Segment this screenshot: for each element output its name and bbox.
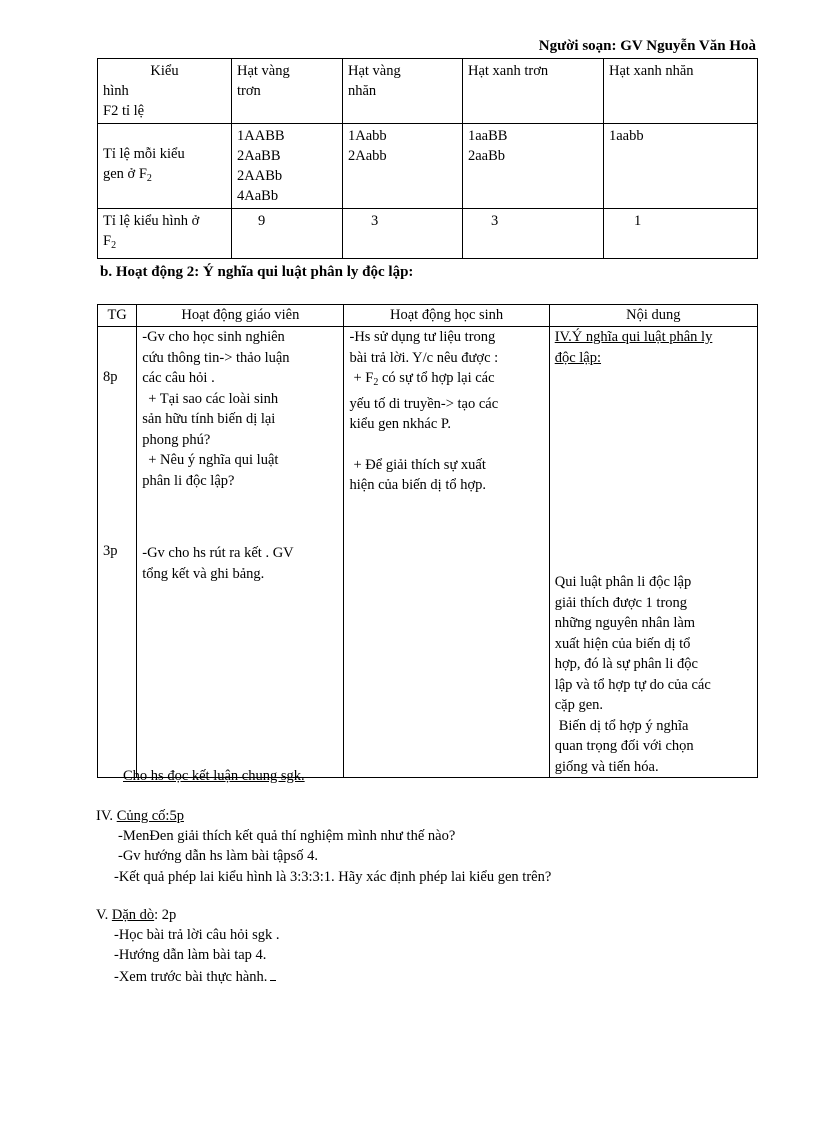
activity-table <box>97 304 758 778</box>
table-header-cell <box>98 59 232 124</box>
content-text: cặp gen. <box>554 697 604 713</box>
list-item <box>114 968 276 986</box>
content-text: xuất hiện của biến dị tổ <box>554 635 691 652</box>
content-title: IV.Ý nghĩa qui luật phân ly <box>554 329 713 345</box>
section-title: Củng cố:5p <box>116 808 184 824</box>
table-header-cell <box>463 59 604 124</box>
teacher-text: + Nêu ý nghĩa qui luật <box>148 452 279 468</box>
content-text: lập và tổ hợp tự do của các <box>554 676 711 693</box>
teacher-text: -Gv cho học sinh nghiên <box>142 329 285 345</box>
phenotype-value: 9 <box>258 213 266 229</box>
list-item-text: -Xem trước bài thực hành. <box>114 969 268 985</box>
column-header-content: Nội dung <box>549 305 757 327</box>
table-row <box>98 305 758 327</box>
list-item: -Học bài trả lời câu hỏi sgk . <box>114 927 280 943</box>
genotype-cell <box>232 124 343 209</box>
genotype-value: 2AABb <box>237 168 283 184</box>
column-header-student: Hoạt động học sinh <box>344 305 549 327</box>
column-header-teacher: Hoạt động giáo viên <box>137 305 344 327</box>
header-text: trơn <box>237 83 261 99</box>
subscript: 2 <box>111 240 117 251</box>
student-text: hiện của biến dị tổ hợp. <box>349 477 487 493</box>
teacher-text: tổng kết và ghi bảng. <box>142 565 265 582</box>
teacher-text: phong phú? <box>142 431 211 448</box>
header-text: Hạt vàng <box>348 63 401 79</box>
list-item: -Gv hướng dẫn hs làm bài tậpsố 4. <box>118 848 318 864</box>
teacher-activity-cell <box>137 327 344 778</box>
header-text: Hạt vàng <box>237 63 290 79</box>
genotype-label-cell <box>98 124 232 209</box>
row-label: F <box>103 233 112 249</box>
table-header-cell <box>232 59 343 124</box>
header-text: Hạt xanh nhăn <box>609 63 694 79</box>
section-number: IV. <box>96 808 117 824</box>
section-suffix: : 2p <box>154 907 177 923</box>
genotype-value: 4AaBb <box>237 188 279 204</box>
student-text: có sự tổ hợp lại các <box>378 370 495 386</box>
genotype-value: 1Aabb <box>348 128 387 144</box>
phenotype-value: 3 <box>491 213 499 229</box>
content-text: Qui luật phân li độc lập <box>554 574 692 590</box>
time-value: 8p <box>103 369 118 385</box>
table-header-cell <box>604 59 758 124</box>
table-row <box>98 59 758 124</box>
section-iv <box>96 808 776 888</box>
teacher-text: -Gv cho hs rút ra kết . GV <box>142 545 294 561</box>
student-text: bài trả lời. Y/c nêu được : <box>349 349 499 366</box>
list-item: -MenĐen giải thích kết quả thí nghiệm mình như thế nào? <box>118 828 456 844</box>
subscript: 2 <box>373 377 379 388</box>
content-cell <box>549 327 757 778</box>
genotype-value: 2AaBB <box>237 148 281 164</box>
genotype-value: 1aaBB <box>468 128 508 144</box>
table-row <box>98 209 758 259</box>
list-item: -Kết quả phép lai kiểu hình là 3:3:3:1. Hãy xác định phép lai kiểu gen trên? <box>114 869 552 885</box>
phenotype-value: 3 <box>371 213 379 229</box>
content-text: Biến dị tổ hợp ý nghĩa <box>558 717 689 734</box>
section-v <box>96 907 776 987</box>
phenotype-value-cell <box>232 209 343 259</box>
section-v-heading <box>96 907 176 924</box>
phenotype-value-cell <box>343 209 463 259</box>
section-iv-heading <box>96 808 184 825</box>
phenotype-value-cell <box>463 209 604 259</box>
student-text: kiểu gen nkhác P. <box>349 416 451 432</box>
list-item: -Hướng dẫn làm bài tap 4. <box>114 947 267 963</box>
author-header: Người soạn: GV Nguyễn Văn Hoà <box>538 38 756 54</box>
teacher-text: các câu hỏi . <box>142 370 215 386</box>
column-header-tg: TG <box>98 305 137 327</box>
phenotype-value: 1 <box>634 213 642 229</box>
header-text: Kiểu <box>150 63 179 79</box>
genotype-value: 1AABB <box>237 128 285 144</box>
row-label: Tỉ lệ mỗi kiểu <box>103 145 185 162</box>
header-text: Hạt xanh trơn <box>468 63 549 79</box>
student-text: -Hs sử dụng tư liệu trong <box>349 329 496 345</box>
content-text: giải thích được 1 trong <box>554 594 688 611</box>
content-text: những nguyên nhân làm <box>554 615 696 631</box>
row-label: gen ở F <box>103 165 147 182</box>
content-text: giống và tiến hóa. <box>554 758 659 775</box>
phenotype-value-cell <box>604 209 758 259</box>
content-text: hợp, đó là sự phân li độc <box>554 656 698 672</box>
time-value: 3p <box>103 542 118 559</box>
section-number: V. <box>96 907 112 923</box>
teacher-text: + Tại sao các loài sinh <box>148 390 279 407</box>
student-text: + F <box>353 370 374 386</box>
genotype-cell <box>343 124 463 209</box>
genotype-value: 1aabb <box>609 128 644 144</box>
teacher-text: phân li độc lập? <box>142 472 235 489</box>
trailing-underline-mark <box>270 968 276 981</box>
row-label: Tỉ lệ kiểu hình ở <box>103 213 200 229</box>
genotype-cell <box>463 124 604 209</box>
table-header-cell <box>343 59 463 124</box>
content-title: độc lập: <box>554 349 602 366</box>
table-row <box>98 327 758 778</box>
subscript: 2 <box>146 172 152 184</box>
student-text: + Để giải thích sự xuất <box>353 456 486 473</box>
student-activity-cell <box>344 327 549 778</box>
phenotype-label-cell <box>98 209 232 259</box>
teacher-text: sản hữu tính biến dị lại <box>142 411 276 427</box>
header-text: nhăn <box>348 83 377 99</box>
table-row <box>98 124 758 209</box>
time-cell <box>98 327 137 778</box>
header-text: F2 tỉ lệ <box>103 103 145 119</box>
genotype-value: 2aaBb <box>468 148 506 164</box>
header-text: hình <box>103 83 129 99</box>
f2-ratio-table <box>97 58 758 259</box>
genotype-value: 2Aabb <box>348 148 387 164</box>
section-title: Dặn dò <box>111 907 155 923</box>
content-text: quan trọng đối với chọn <box>554 738 694 754</box>
section-b-heading: b. Hoạt động 2: Ý nghĩa qui luật phân ly độc lập: <box>100 264 414 280</box>
teacher-text: cứu thông tin-> thảo luận <box>142 349 290 366</box>
student-text: yếu tố di truyền-> tạo các <box>349 395 499 412</box>
conclusion-note: Cho hs đọc kết luận chung sgk. <box>123 768 305 784</box>
genotype-cell <box>604 124 758 209</box>
